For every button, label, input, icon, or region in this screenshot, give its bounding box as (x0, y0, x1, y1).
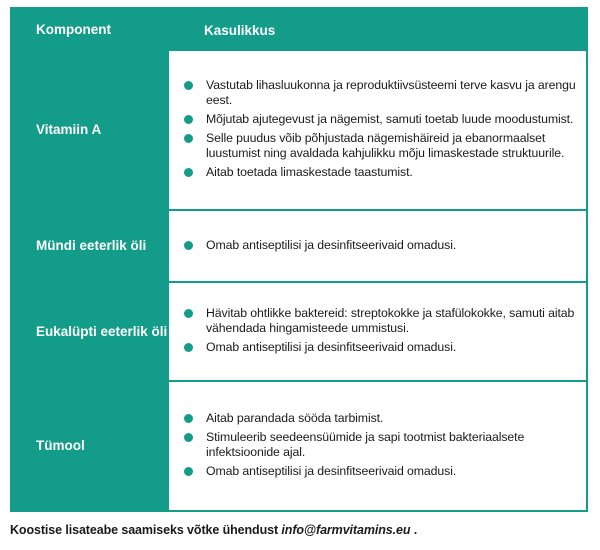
bullet-dot-icon (184, 241, 193, 250)
benefit-list (184, 409, 576, 483)
list-item: Mõjutab ajutegevust ja nägemist, samuti toetab luude moodustumist. (184, 112, 576, 127)
contact-email-link[interactable]: info@farmvitamins.eu (281, 523, 411, 537)
list-item: Omab antiseptilisi ja desinfitseerivaid omadusi. (184, 464, 576, 479)
list-item: Omab antiseptilisi ja desinfitseerivaid omadusi. (184, 238, 576, 253)
list-item: Aitab parandada sööda tarbimist. (184, 411, 576, 426)
table-row (12, 382, 586, 510)
bullet-dot-icon (184, 414, 193, 423)
benefit-cell (169, 51, 586, 209)
component-name: Vitamiin A (12, 51, 169, 209)
table-row (12, 51, 586, 209)
benefit-list (184, 76, 576, 184)
component-name: Tümool (12, 382, 169, 510)
contact-footer (10, 523, 417, 537)
list-item: Omab antiseptilisi ja desinfitseerivaid omadusi. (184, 340, 576, 355)
benefit-cell (169, 211, 586, 281)
list-item: Stimuleerib seedeensüümide ja sapi tootmist bakteriaalsete infektsioonide ajal. (184, 430, 576, 460)
bullet-dot-icon (184, 81, 193, 90)
bullet-dot-icon (184, 343, 193, 352)
list-item: Selle puudus võib põhjustada nägemishäireid ja ebanormaalset luustumist ning avaldada kahjulikku mõju limaskestade struktuurile. (184, 131, 576, 161)
benefit-cell (169, 283, 586, 380)
table-row (12, 211, 586, 281)
benefit-cell (169, 382, 586, 510)
benefit-list (184, 236, 576, 257)
bullet-dot-icon (184, 433, 193, 442)
table-row (12, 283, 586, 380)
footer-text: Koostise lisateabe saamiseks võtke ühendust (10, 523, 282, 537)
bullet-dot-icon (184, 309, 193, 318)
footer-end: . (410, 523, 418, 537)
benefit-list (184, 304, 576, 359)
component-name: Mündi eeterlik öli (12, 211, 169, 281)
header-component: Komponent (12, 9, 169, 51)
header-benefit: Kasulikkus (169, 9, 586, 51)
component-name: Eukalüpti eeterlik öli (12, 283, 169, 380)
list-item: Hävitab ohtlikke baktereid: streptokokke ja stafülokokke, samuti aitab vähendada hingamisteede ummistusi. (184, 306, 576, 336)
bullet-dot-icon (184, 168, 193, 177)
list-item: Vastutab lihasluukonna ja reproduktiivsüsteemi terve kasvu ja arengu eest. (184, 78, 576, 108)
table-header (12, 9, 586, 51)
bullet-dot-icon (184, 467, 193, 476)
bullet-dot-icon (184, 134, 193, 143)
components-table (10, 7, 588, 512)
bullet-dot-icon (184, 115, 193, 124)
list-item: Aitab toetada limaskestade taastumist. (184, 165, 576, 180)
